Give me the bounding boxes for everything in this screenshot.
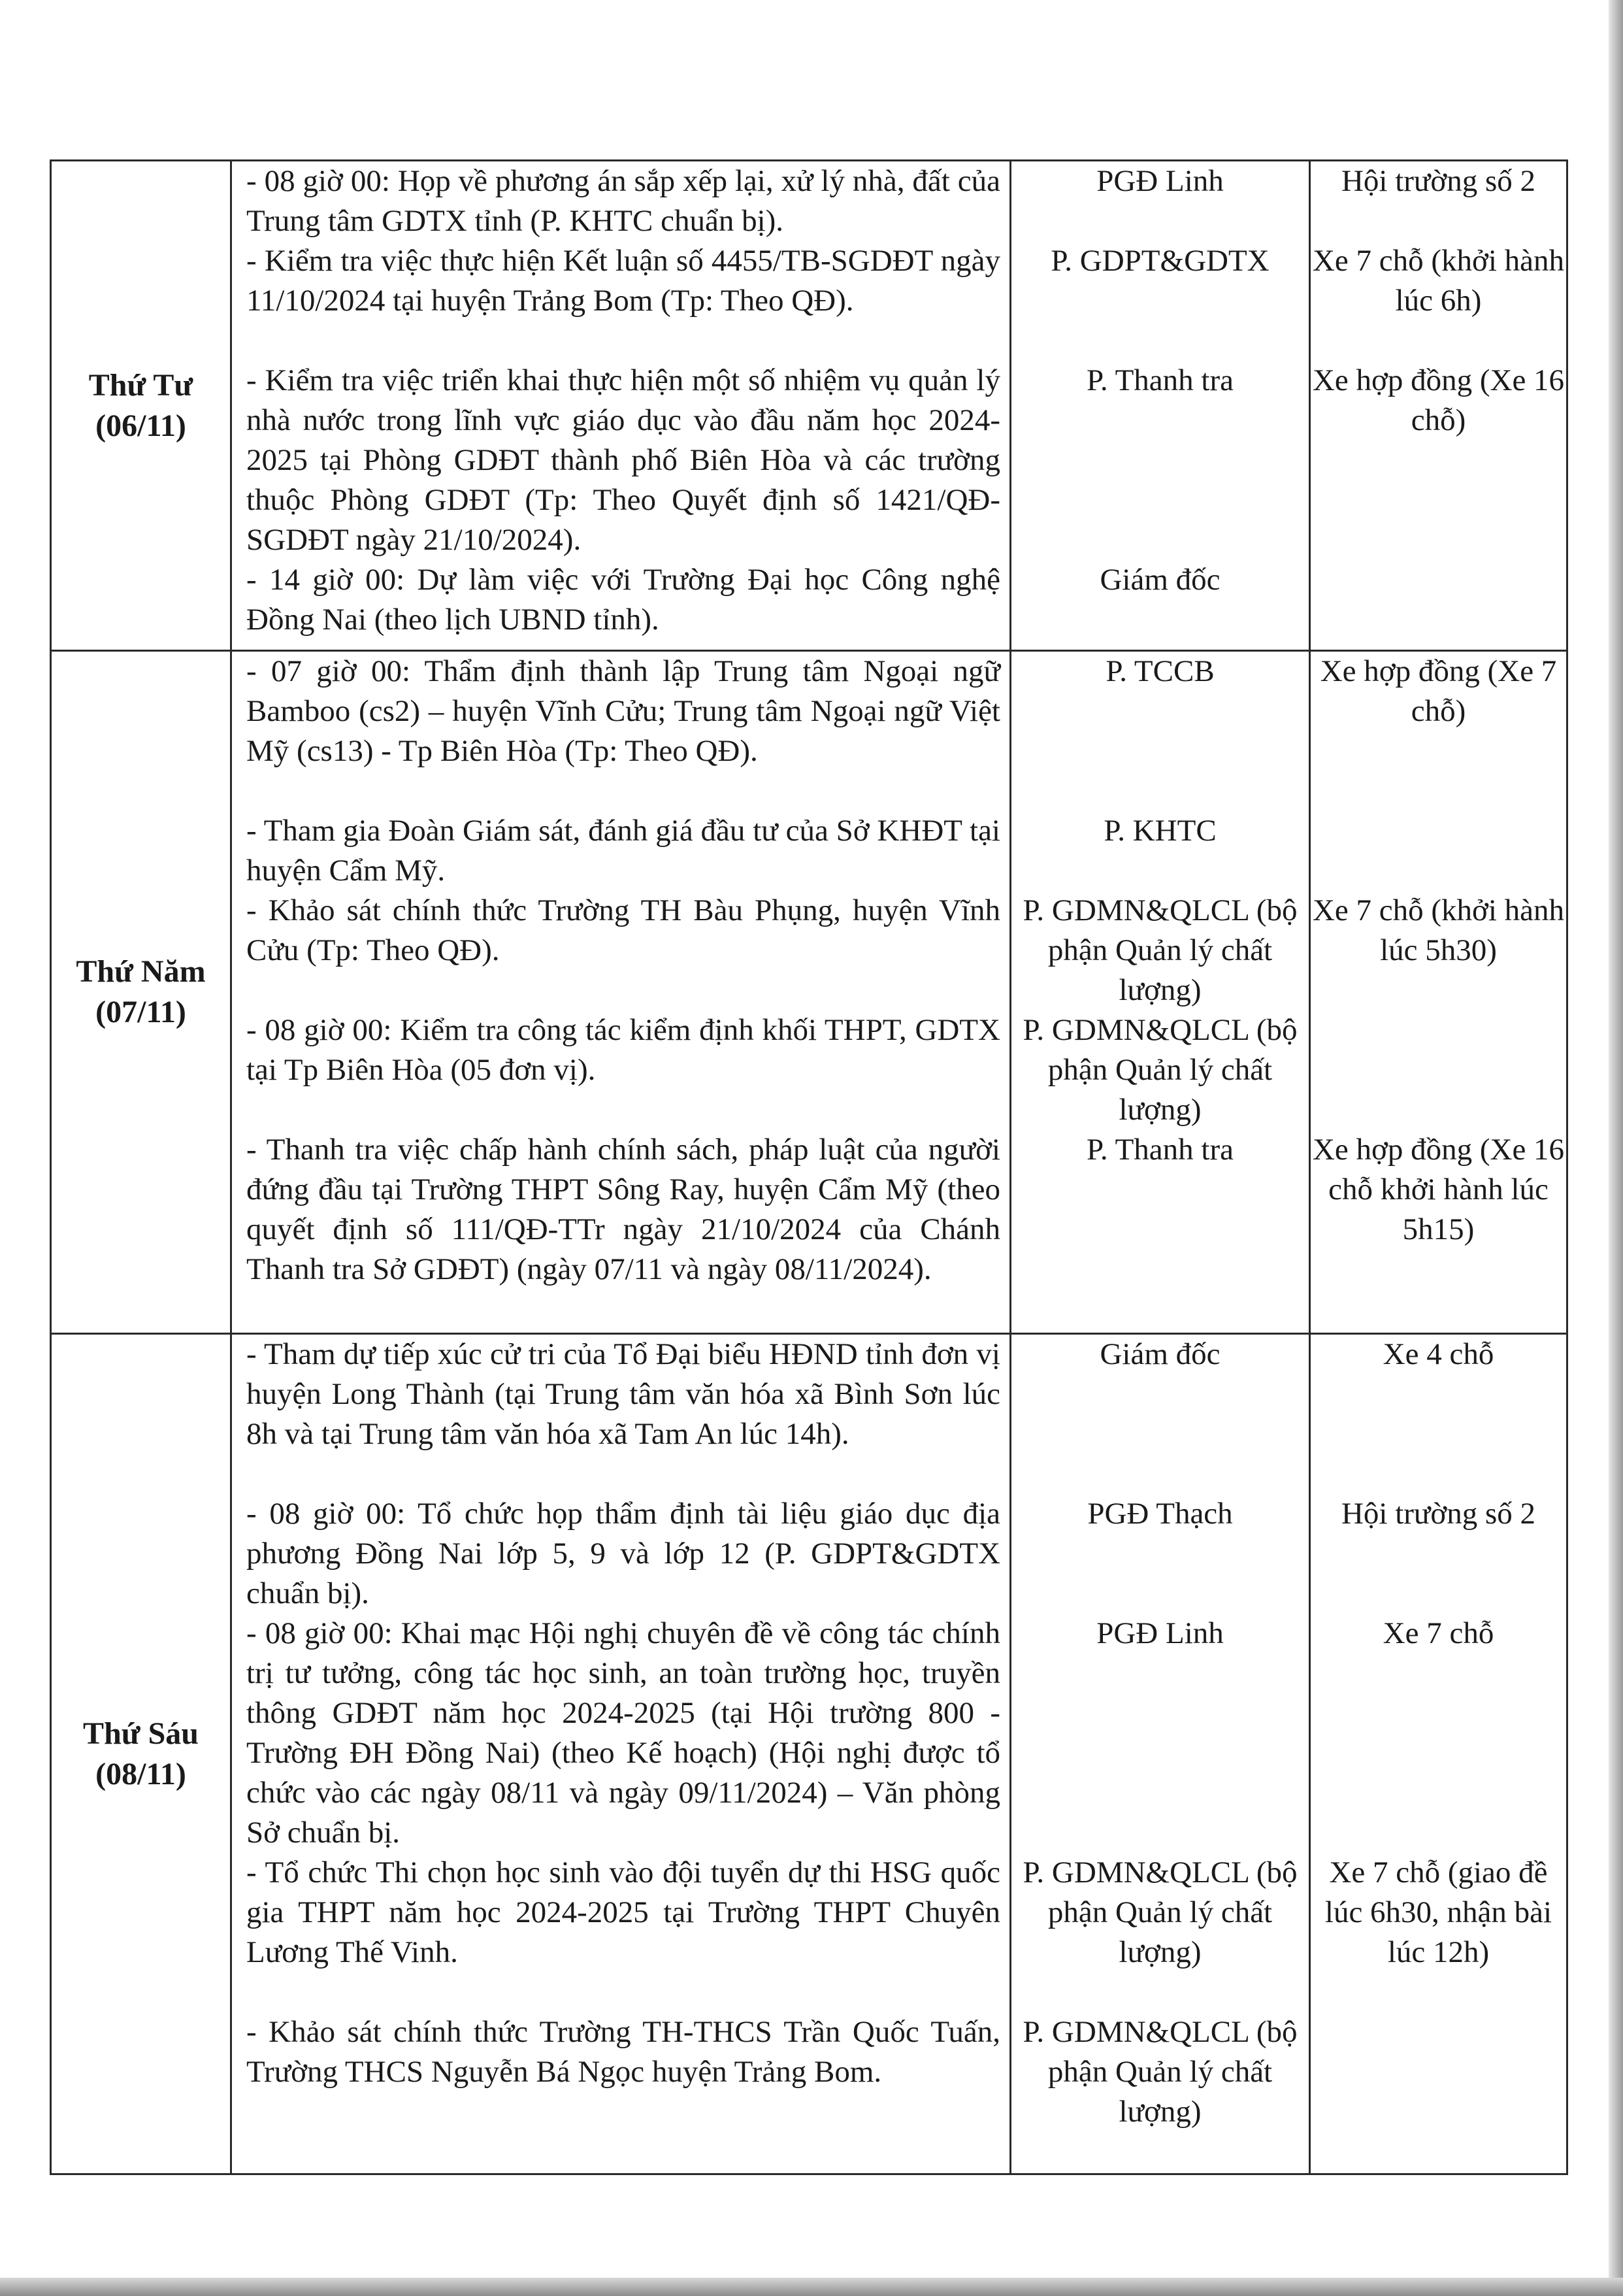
schedule-table <box>50 159 1568 2175</box>
vehicle-text: Xe 4 chỗ <box>1383 1337 1494 1371</box>
task-content: - 08 giờ 00: Họp về phương án sắp xếp lại, xử lý nhà, đất của Trung tâm GDTX tỉnh (P. KHTC chuẩn bị). <box>246 164 1000 238</box>
vehicle-text: Xe 7 chỗ <box>1383 1616 1494 1650</box>
list-item <box>246 241 1000 361</box>
vehicle-text: Xe 7 chỗ (khởi hành lúc 6h) <box>1312 244 1565 318</box>
vehicle-text <box>1311 811 1566 891</box>
vehicle-text: Xe hợp đồng (Xe 7 chỗ) <box>1320 654 1557 728</box>
day-cell <box>51 161 231 651</box>
scan-bottom-edge <box>0 2278 1623 2296</box>
unit-text: P. GDMN&QLCL (bộ phận Quản lý chất lượng) <box>1023 1013 1298 1127</box>
list-item <box>246 811 1000 891</box>
list-item <box>246 560 1000 640</box>
list-item <box>246 891 1000 1010</box>
task-content: - 07 giờ 00: Thẩm định thành lập Trung tâm Ngoại ngữ Bamboo (cs2) – huyện Vĩnh Cửu; Trung tâm Ngoại ngữ Việt Mỹ (cs13) - Tp Biên Hòa (Tp: Theo QĐ). <box>246 654 1000 768</box>
unit-text: P. TCCB <box>1106 654 1215 688</box>
unit-text: Giám đốc <box>1100 563 1221 597</box>
task-content: - Tham dự tiếp xúc cử tri của Tổ Đại biểu HĐND tỉnh đơn vị huyện Long Thành (tại Trung tâm văn hóa xã Bình Sơn lúc 8h và tại Trung tâm văn hóa xã Tam An lúc 14h). <box>246 1337 1000 1451</box>
vehicle-text <box>1311 1010 1566 1130</box>
task-content: - Tổ chức Thi chọn học sinh vào đội tuyển dự thi HSG quốc gia THPT năm học 2024-2025 tại Trường THPT Chuyên Lương Thế Vinh. <box>246 1855 1000 1969</box>
vehicle-text: Xe hợp đồng (Xe 16 chỗ khởi hành lúc 5h15) <box>1312 1133 1565 1246</box>
vehicle-cell <box>1310 161 1567 651</box>
table-row-wednesday <box>51 161 1567 651</box>
vehicle-text: Xe 7 chỗ (giao đề lúc 6h30, nhận bài lúc 12h) <box>1324 1855 1552 1969</box>
table-row-thursday <box>51 651 1567 1334</box>
vehicle-cell <box>1310 1334 1567 2174</box>
list-item <box>246 1010 1000 1130</box>
vehicle-text <box>1311 560 1566 640</box>
task-content: - 08 giờ 00: Khai mạc Hội nghị chuyên đề về công tác chính trị tư tưởng, công tác học sinh, an toàn trường học, truyền thông GDĐT năm học 2024-2025 (tại Hội trường 800 - Trường ĐH Đồng Nai) (theo Kế hoạch) (Hội nghị được tổ chức vào các ngày 08/11 và ngày 09/11/2024) – Văn phòng Sở chuẩn bị. <box>246 1616 1000 1850</box>
list-item <box>246 652 1000 811</box>
day-cell <box>51 651 231 1334</box>
task-content: - Khảo sát chính thức Trường TH-THCS Trần Quốc Tuấn, Trường THCS Nguyễn Bá Ngọc huyện Trảng Bom. <box>246 2015 1000 2089</box>
unit-text: P. GDPT&GDTX <box>1051 244 1270 278</box>
vehicle-text <box>1311 2012 1566 2132</box>
day-cell <box>51 1334 231 2174</box>
list-item <box>246 161 1000 241</box>
task-content: - Kiểm tra việc thực hiện Kết luận số 4455/TB-SGDĐT ngày 11/10/2024 tại huyện Trảng Bom (Tp: Theo QĐ). <box>246 244 1000 318</box>
day-name: Thứ Năm <box>76 954 206 989</box>
day-name: Thứ Tư <box>88 367 193 403</box>
task-content: - Khảo sát chính thức Trường TH Bàu Phụng, huyện Vĩnh Cửu (Tp: Theo QĐ). <box>246 893 1000 967</box>
list-item <box>246 361 1000 560</box>
content-cell <box>231 1334 1011 2174</box>
task-content: - 08 giờ 00: Kiểm tra công tác kiểm định khối THPT, GDTX tại Tp Biên Hòa (05 đơn vị). <box>246 1013 1000 1087</box>
vehicle-cell <box>1310 651 1567 1334</box>
task-content: - Tham gia Đoàn Giám sát, đánh giá đầu tư của Sở KHĐT tại huyện Cẩm Mỹ. <box>246 814 1000 888</box>
unit-text: P. GDMN&QLCL (bộ phận Quản lý chất lượng) <box>1023 2015 1298 2129</box>
task-content: - 14 giờ 00: Dự làm việc với Trường Đại học Công nghệ Đồng Nai (theo lịch UBND tỉnh). <box>246 563 1000 637</box>
unit-text: PGĐ Linh <box>1096 164 1224 198</box>
list-item <box>246 1130 1000 1329</box>
unit-cell <box>1011 1334 1310 2174</box>
unit-text: PGĐ Linh <box>1096 1616 1224 1650</box>
list-item <box>246 1335 1000 1494</box>
day-date: (07/11) <box>95 995 186 1029</box>
unit-text: P. GDMN&QLCL (bộ phận Quản lý chất lượng) <box>1023 1855 1298 1969</box>
vehicle-text: Hội trường số 2 <box>1341 1497 1536 1531</box>
day-name: Thứ Sáu <box>83 1716 199 1751</box>
scan-page-edge <box>1609 0 1623 2296</box>
day-date: (06/11) <box>95 408 186 443</box>
task-content: - Kiểm tra việc triển khai thực hiện một số nhiệm vụ quản lý nhà nước trong lĩnh vực giáo dục vào đầu năm học 2024-2025 tại Phòng GDĐT thành phố Biên Hòa và các trường thuộc Phòng GDĐT (Tp: Theo Quyết định số 1421/QĐ-SGDĐT ngày 21/10/2024). <box>246 363 1000 557</box>
list-item <box>246 2012 1000 2132</box>
unit-text: P. Thanh tra <box>1087 1133 1234 1167</box>
unit-cell <box>1011 651 1310 1334</box>
day-date: (08/11) <box>95 1756 186 1791</box>
unit-text: Giám đốc <box>1100 1337 1221 1371</box>
unit-text: P. KHTC <box>1104 814 1217 848</box>
content-cell <box>231 161 1011 651</box>
unit-text: P. Thanh tra <box>1087 363 1234 397</box>
list-item <box>246 1853 1000 2012</box>
list-item <box>246 1494 1000 1614</box>
task-content: - 08 giờ 00: Tổ chức họp thẩm định tài liệu giáo dục địa phương Đồng Nai lớp 5, 9 và lớp 12 (P. GDPT&GDTX chuẩn bị). <box>246 1497 1000 1610</box>
unit-cell <box>1011 161 1310 651</box>
list-item <box>246 1614 1000 1853</box>
vehicle-text: Hội trường số 2 <box>1341 164 1536 198</box>
unit-text: P. GDMN&QLCL (bộ phận Quản lý chất lượng) <box>1023 893 1298 1007</box>
vehicle-text: Xe 7 chỗ (khởi hành lúc 5h30) <box>1312 893 1565 967</box>
table-row-friday <box>51 1334 1567 2174</box>
unit-text: PGĐ Thạch <box>1087 1497 1233 1531</box>
task-content: - Thanh tra việc chấp hành chính sách, pháp luật của người đứng đầu tại Trường THPT Sông Ray, huyện Cẩm Mỹ (theo quyết định số 111/QĐ-TTr ngày 21/10/2024 của Chánh Thanh tra Sở GDĐT) (ngày 07/11 và ngày 08/11/2024). <box>246 1133 1000 1286</box>
vehicle-text: Xe hợp đồng (Xe 16 chỗ) <box>1312 363 1565 437</box>
content-cell <box>231 651 1011 1334</box>
